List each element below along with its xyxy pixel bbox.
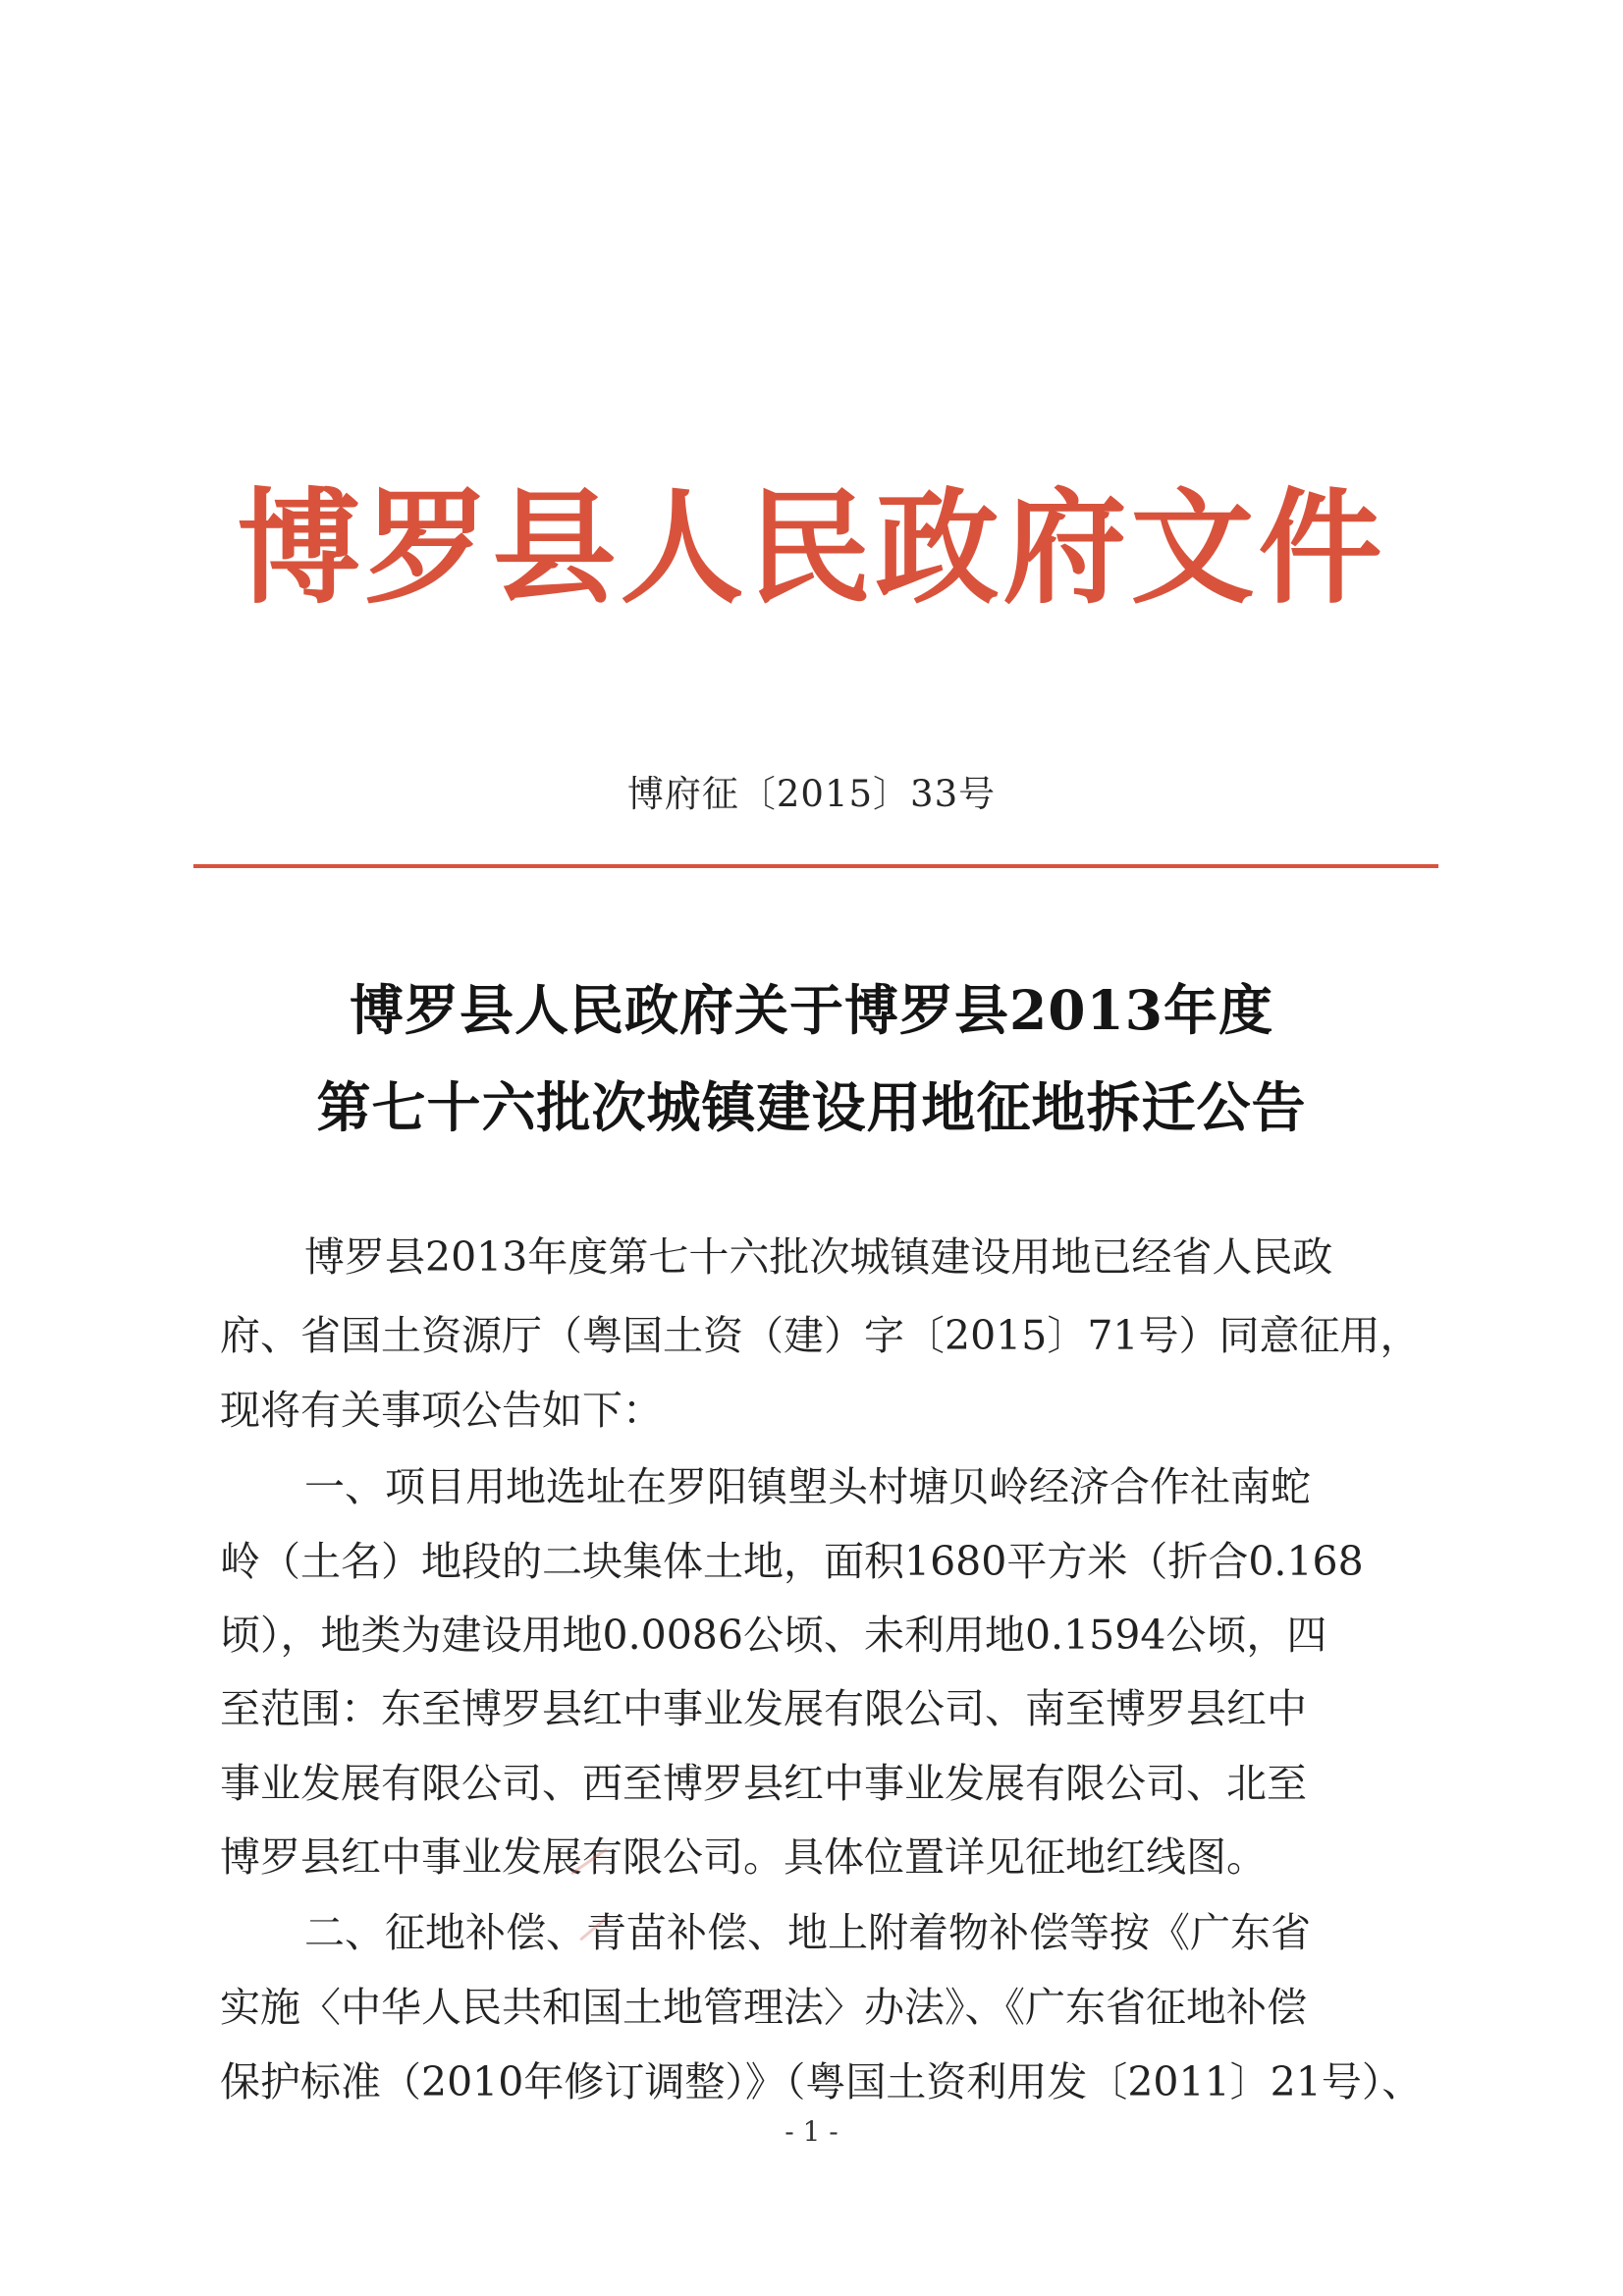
header-red-rule	[193, 864, 1438, 868]
body-paragraph-line-2: 府、省国土资源厅（粤国土资（建）字〔2015〕71号）同意征用，	[220, 1312, 1421, 1359]
document-header-title: 博罗县人民政府文件	[237, 475, 1386, 621]
document-number: 博府征〔2015〕33号	[626, 773, 997, 815]
body-paragraph-line-1: 博罗县2013年度第七十六批次城镇建设用地已经省人民政	[304, 1233, 1333, 1281]
body-paragraph-line-7: 至范围：东至博罗县红中事业发展有限公司、南至博罗县红中	[220, 1685, 1307, 1732]
body-paragraph-line-4: 一、项目用地选址在罗阳镇塱头村塘贝岭经济合作社南蛇	[304, 1463, 1311, 1510]
body-paragraph-line-5: 岭（土名）地段的二块集体土地，面积1680平方米（折合0.168	[220, 1538, 1364, 1585]
body-paragraph-line-11: 实施〈中华人民共和国土地管理法〉办法》、《广东省征地补偿	[220, 1984, 1307, 2031]
body-paragraph-line-12: 保护标准（2010年修订调整）》（粤国土资利用发〔2011〕21号）、	[220, 2058, 1423, 2105]
page-number: - 1 -	[784, 2115, 839, 2148]
body-paragraph-line-10: 二、征地补偿、青苗补偿、地上附着物补偿等按《广东省	[304, 1909, 1311, 1956]
document-title-line-2: 第七十六批次城镇建设用地征地拆迁公告	[316, 1075, 1307, 1139]
body-paragraph-line-9: 博罗县红中事业发展有限公司。具体位置详见征地红线图。	[220, 1833, 1267, 1881]
body-paragraph-line-3: 现将有关事项公告如下：	[220, 1387, 663, 1434]
document-title-line-1: 博罗县人民政府关于博罗县2013年度	[349, 978, 1274, 1042]
body-paragraph-line-6: 顷），地类为建设用地0.0086公顷、未利用地0.1594公顷，四	[220, 1612, 1327, 1659]
body-paragraph-line-8: 事业发展有限公司、西至博罗县红中事业发展有限公司、北至	[220, 1760, 1307, 1807]
